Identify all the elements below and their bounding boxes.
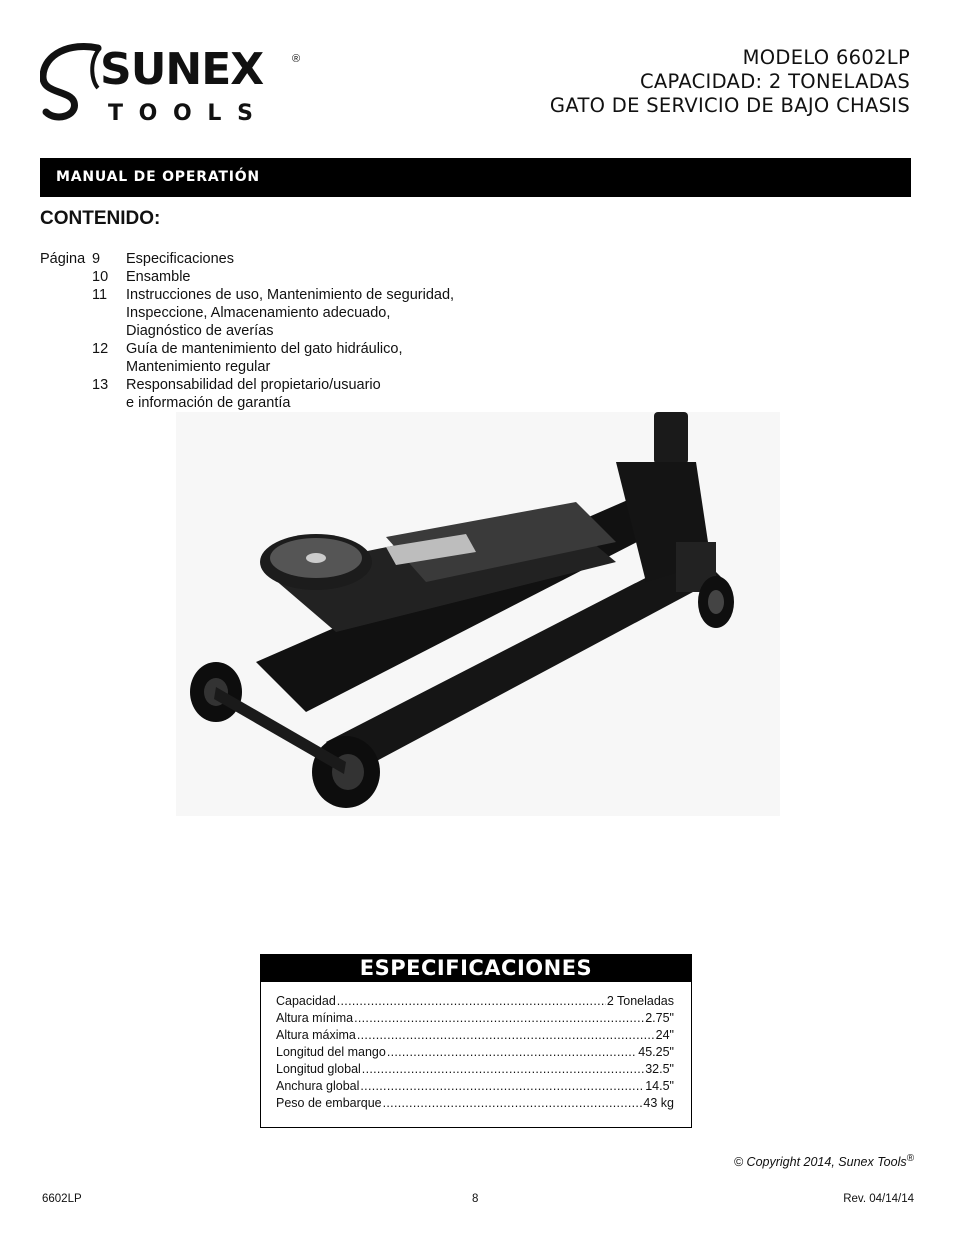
spec-value: 2.75" — [645, 1011, 674, 1025]
spec-row — [276, 993, 674, 1010]
spec-leader — [387, 1044, 637, 1061]
toc-entry: Inspeccione, Almacenamiento adecuado, — [126, 305, 391, 321]
spec-leader — [360, 1078, 644, 1095]
spec-value: 43 kg — [643, 1096, 674, 1110]
spec-leader — [337, 993, 606, 1010]
spec-leader — [354, 1010, 644, 1027]
toc-entry: Mantenimiento regular — [126, 359, 271, 375]
spec-label: Longitud global — [276, 1062, 361, 1076]
toc-prefix: Página — [40, 251, 86, 267]
copyright-text: © Copyright 2014, Sunex Tools — [733, 1155, 907, 1170]
footer-revision: Rev. 04/14/14 — [843, 1193, 914, 1205]
spec-value: 24" — [655, 1028, 674, 1042]
sunex-tools-logo — [40, 42, 305, 124]
spec-value: 32.5" — [645, 1062, 674, 1076]
toc-entry: Instrucciones de uso, Mantenimiento de seguridad, — [126, 287, 455, 303]
spec-value: 14.5" — [645, 1079, 674, 1093]
footer-page-number: 8 — [472, 1193, 479, 1205]
spec-label: Altura mínima — [276, 1011, 354, 1025]
spec-row — [276, 1078, 674, 1095]
spec-row — [276, 1095, 674, 1112]
toc-page-number: 10 — [92, 269, 109, 285]
spec-leader — [357, 1027, 655, 1044]
footer-model: 6602LP — [42, 1193, 82, 1205]
product-header — [550, 46, 910, 118]
toc-entry: Ensamble — [126, 269, 191, 285]
sunex-logo-mark — [40, 42, 305, 124]
section-bar-title: MANUAL DE OPERATIÓN — [56, 169, 260, 185]
logo-wordmark: SUNEX — [100, 44, 264, 95]
toc-entry: Diagnóstico de averías — [126, 323, 274, 339]
spec-label: Altura máxima — [276, 1028, 356, 1042]
toc-page-number: 9 — [92, 251, 101, 267]
toc-entry: Guía de mantenimiento del gato hidráulico, — [126, 341, 403, 357]
spec-row — [276, 1027, 674, 1044]
spec-label: Capacidad — [276, 994, 336, 1008]
toc-page-number: 11 — [92, 287, 108, 303]
specifications-box — [260, 954, 692, 1128]
copyright-notice — [734, 1153, 914, 1169]
toc-entry: Especificaciones — [126, 251, 234, 267]
model-line: MODELO 6602LP — [742, 46, 910, 69]
spec-value: 45.25" — [638, 1045, 674, 1059]
registered-mark: ® — [292, 53, 301, 65]
toc-page-number: 12 — [92, 341, 109, 357]
spec-row — [276, 1044, 674, 1061]
logo-subline: T O O L S — [108, 101, 257, 124]
specifications-list — [276, 993, 674, 1112]
toc-page-number: 13 — [92, 377, 109, 393]
product-line: GATO DE SERVICIO DE BAJO CHASIS — [549, 94, 910, 117]
floor-jack-photo — [176, 412, 780, 816]
floor-jack-illustration — [176, 412, 780, 816]
specifications-title: ESPECIFICACIONES — [261, 955, 691, 982]
toc-entry: e información de garantía — [126, 395, 291, 411]
copyright-registered-mark: ® — [906, 1153, 914, 1164]
spec-row — [276, 1061, 674, 1078]
capacity-line: CAPACIDAD: 2 TONELADAS — [639, 70, 910, 93]
section-bar — [40, 158, 911, 197]
spec-value: 2 Toneladas — [606, 994, 674, 1008]
spec-leader — [383, 1095, 643, 1112]
spec-leader — [362, 1061, 644, 1078]
toc-entry: Responsabilidad del propietario/usuario — [126, 377, 381, 393]
spec-label: Peso de embarque — [276, 1096, 382, 1110]
spec-label: Anchura global — [276, 1079, 360, 1093]
contents-title: CONTENIDO: — [40, 208, 161, 229]
spec-label: Longitud del mango — [276, 1045, 386, 1059]
spec-row — [276, 1010, 674, 1027]
